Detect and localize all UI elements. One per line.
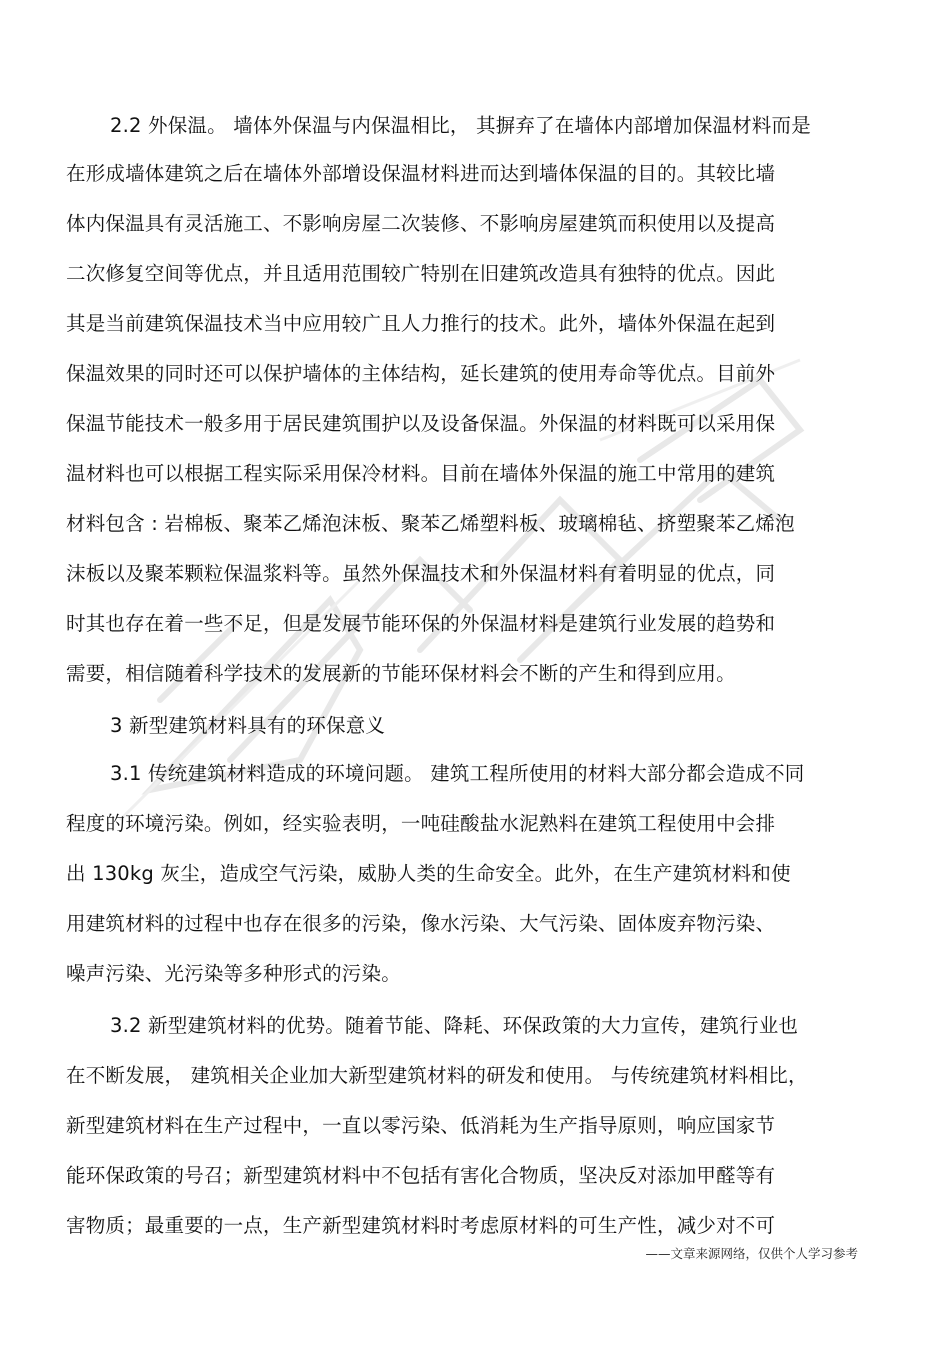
text-line: 保温效果的同时还可以保护墙体的主体结构，延长建筑的使用寿命等优点。目前外 [66, 362, 776, 385]
text-line: 在不断发展， 建筑相关企业加大新型建筑材料的研发和使用。 与传统建筑材料相比， [66, 1064, 808, 1087]
footer-note: ——文章来源网络，仅供个人学习参考 [645, 1246, 858, 1261]
text-line: 保温节能技术一般多用于居民建筑围护以及设备保温。外保温的材料既可以采用保 [66, 412, 776, 435]
text-line: 新型建筑材料在生产过程中，一直以零污染、低消耗为生产指导原则，响应国家节 [66, 1114, 776, 1137]
text-line: 3.2 新型建筑材料的优势。随着节能、降耗、环保政策的大力宣传，建筑行业也 [110, 1014, 799, 1037]
text-line: 3.1 传统建筑材料造成的环境问题。 建筑工程所使用的材料大部分都会造成不同 [110, 762, 805, 785]
text-line: 沫板以及聚苯颗粒保温浆料等。虽然外保温技术和外保温材料有着明显的优点，同 [66, 562, 776, 585]
text-line: 体内保温具有灵活施工、不影响房屋二次装修、不影响房屋建筑而积使用以及提高 [66, 212, 776, 235]
text-line: 需要，相信随着科学技术的发展新的节能环保材料会不断的产生和得到应用。 [66, 662, 736, 685]
text-line: 温材料也可以根据工程实际采用保冷材料。目前在墙体外保温的施工中常用的建筑 [66, 462, 776, 485]
text-line: 时其也存在着一些不足，但是发展节能环保的外保温材料是建筑行业发展的趋势和 [66, 612, 776, 635]
text-line: 2.2 外保温。 墙体外保温与内保温相比， 其摒弃了在墙体内部增加保温材料而是 [110, 114, 811, 137]
text-line: 噪声污染、光污染等多种形式的污染。 [66, 962, 401, 985]
text-line: 二次修复空间等优点，并且适用范围较广特别在旧建筑改造具有独特的优点。因此 [66, 262, 776, 285]
text-line: 程度的环境污染。例如，经实验表明，一吨硅酸盐水泥熟料在建筑工程使用中会排 [66, 812, 776, 835]
text-line: 出 130kg 灰尘，造成空气污染，威胁人类的生命安全。此外，在生产建筑材料和使 [66, 862, 791, 885]
text-line: 能环保政策的号召；新型建筑材料中不包括有害化合物质，坚决反对添加甲醛等有 [66, 1164, 776, 1187]
text-line: 材料包含 : 岩棉板、聚苯乙烯泡沫板、聚苯乙烯塑料板、玻璃棉毡、挤塑聚苯乙烯泡 [66, 512, 795, 535]
section-heading: 3 新型建筑材料具有的环保意义 [110, 714, 386, 737]
text-line: 害物质；最重要的一点，生产新型建筑材料时考虑原材料的可生产性，减少对不可 [66, 1214, 776, 1237]
text-line: 在形成墙体建筑之后在墙体外部增设保温材料进而达到墙体保温的目的。其较比墙 [66, 162, 776, 185]
text-line: 其是当前建筑保温技术当中应用较广且人力推行的技术。此外，墙体外保温在起到 [66, 312, 776, 335]
text-line: 用建筑材料的过程中也存在很多的污染，像水污染、大气污染、固体废弃物污染、 [66, 912, 776, 935]
